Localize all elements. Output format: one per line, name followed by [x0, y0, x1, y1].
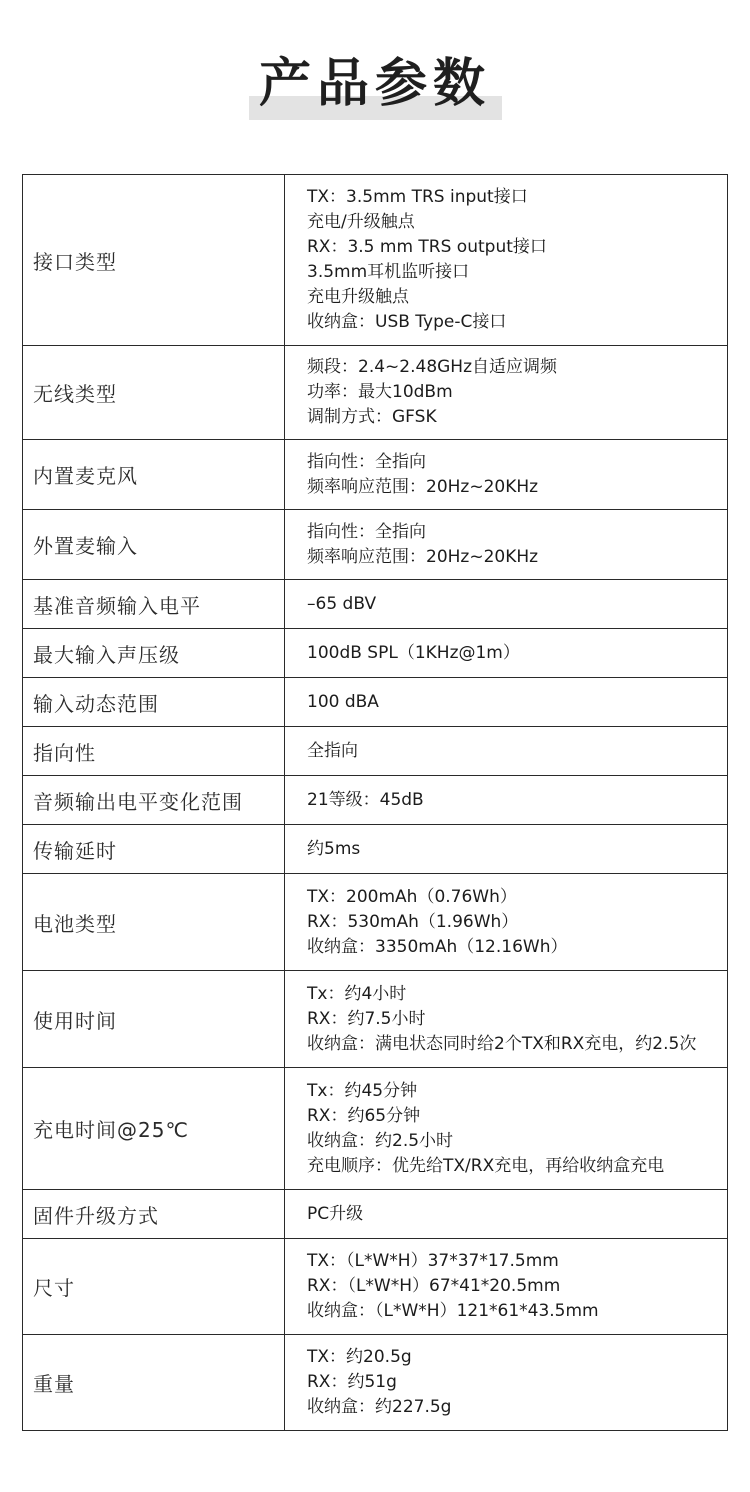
spec-value-line: 充电顺序：优先给TX/RX充电，再给收纳盒充电: [307, 1155, 665, 1176]
spec-row: [23, 1239, 728, 1335]
spec-label: 接口类型: [23, 175, 285, 346]
spec-value-line: 收纳盒：USB Type-C接口: [307, 312, 507, 332]
spec-value: [285, 776, 728, 825]
spec-row: [23, 346, 728, 440]
spec-row: [23, 727, 728, 776]
spec-value-line: 充电升级触点: [307, 287, 409, 307]
spec-table-body: [23, 175, 728, 1431]
spec-value-line: 100dB SPL（1KHz@1m）: [307, 642, 520, 663]
spec-label: 固件升级方式: [23, 1190, 285, 1239]
spec-value-line: 频率响应范围：20Hz~20KHz: [307, 476, 539, 497]
spec-value: [285, 346, 728, 440]
spec-row: [23, 678, 728, 727]
spec-row: [23, 1335, 728, 1431]
spec-value-line: RX：3.5 mm TRS output接口: [307, 237, 547, 257]
spec-value: [285, 678, 728, 727]
spec-label: 外置麦输入: [23, 510, 285, 580]
spec-value-line: –65 dBV: [307, 593, 377, 614]
spec-value-line: 指向性：全指向: [307, 521, 426, 542]
spec-value-line: 3.5mm耳机监听接口: [307, 262, 470, 282]
spec-value-line: RX：约7.5小时: [307, 1008, 426, 1029]
spec-value: [285, 1335, 728, 1431]
spec-value: [285, 971, 728, 1068]
spec-value-line: 收纳盒：3350mAh（12.16Wh）: [307, 936, 568, 957]
page-header: [0, 52, 750, 122]
spec-label: 电池类型: [23, 874, 285, 971]
spec-value-line: PC升级: [307, 1203, 364, 1224]
spec-value: [285, 629, 728, 678]
spec-value-line: RX：约51g: [307, 1372, 397, 1392]
spec-row: [23, 971, 728, 1068]
spec-label: 传输延时: [23, 825, 285, 874]
page-title: 产品参数: [258, 54, 491, 114]
spec-value-line: 功率：最大10dBm: [307, 382, 453, 402]
spec-row: [23, 776, 728, 825]
spec-value-line: Tx：约45分钟: [307, 1080, 418, 1101]
spec-table: [22, 174, 728, 1431]
spec-row: [23, 874, 728, 971]
spec-value-line: RX：约65分钟: [307, 1105, 421, 1126]
spec-value: [285, 727, 728, 776]
spec-label: 输入动态范围: [23, 678, 285, 727]
spec-value-line: RX：530mAh（1.96Wh）: [307, 911, 519, 932]
spec-value-line: 收纳盒：满电状态同时给2个TX和RX充电，约2.5次: [307, 1033, 697, 1054]
spec-value-line: 收纳盒：约227.5g: [307, 1397, 452, 1417]
spec-value: [285, 1239, 728, 1335]
spec-value: [285, 510, 728, 580]
spec-value-line: Tx：约4小时: [307, 983, 407, 1004]
spec-value: [285, 1190, 728, 1239]
spec-label: 指向性: [23, 727, 285, 776]
spec-value: [285, 1068, 728, 1190]
spec-value-line: 约5ms: [307, 838, 361, 859]
spec-label: 最大输入声压级: [23, 629, 285, 678]
spec-value: [285, 825, 728, 874]
spec-value-line: 全指向: [307, 740, 358, 761]
spec-value-line: 收纳盒：约2.5小时: [307, 1130, 454, 1151]
spec-value-line: 频段：2.4~2.48GHz自适应调频: [307, 357, 558, 377]
spec-value-line: 收纳盒：（L*W*H）121*61*43.5mm: [307, 1301, 599, 1321]
spec-label: 内置麦克风: [23, 440, 285, 510]
spec-label: 尺寸: [23, 1239, 285, 1335]
spec-value: [285, 580, 728, 629]
spec-row: [23, 1190, 728, 1239]
spec-label: 音频输出电平变化范围: [23, 776, 285, 825]
spec-row: [23, 440, 728, 510]
spec-value-line: 100 dBA: [307, 691, 379, 712]
spec-label: 无线类型: [23, 346, 285, 440]
spec-row: [23, 510, 728, 580]
spec-value-line: TX：约20.5g: [307, 1347, 412, 1367]
spec-value: [285, 440, 728, 510]
spec-value-line: RX：（L*W*H）67*41*20.5mm: [307, 1276, 561, 1296]
spec-value-line: TX：200mAh（0.76Wh）: [307, 886, 517, 907]
spec-value-line: 频率响应范围：20Hz~20KHz: [307, 546, 539, 567]
spec-row: [23, 825, 728, 874]
spec-row: [23, 175, 728, 346]
spec-value-line: 指向性：全指向: [307, 451, 426, 472]
spec-row: [23, 1068, 728, 1190]
spec-label: 充电时间@25℃: [23, 1068, 285, 1190]
spec-value-line: TX：（L*W*H）37*37*17.5mm: [307, 1251, 559, 1271]
spec-row: [23, 629, 728, 678]
spec-value: [285, 874, 728, 971]
spec-label: 使用时间: [23, 971, 285, 1068]
spec-value: [285, 175, 728, 346]
spec-label: 重量: [23, 1335, 285, 1431]
spec-value-line: 21等级：45dB: [307, 789, 424, 810]
spec-value-line: 调制方式：GFSK: [307, 407, 437, 427]
spec-row: [23, 580, 728, 629]
spec-label: 基准音频输入电平: [23, 580, 285, 629]
spec-value-line: TX：3.5mm TRS input接口: [307, 187, 528, 207]
spec-value-line: 充电/升级触点: [307, 212, 415, 232]
